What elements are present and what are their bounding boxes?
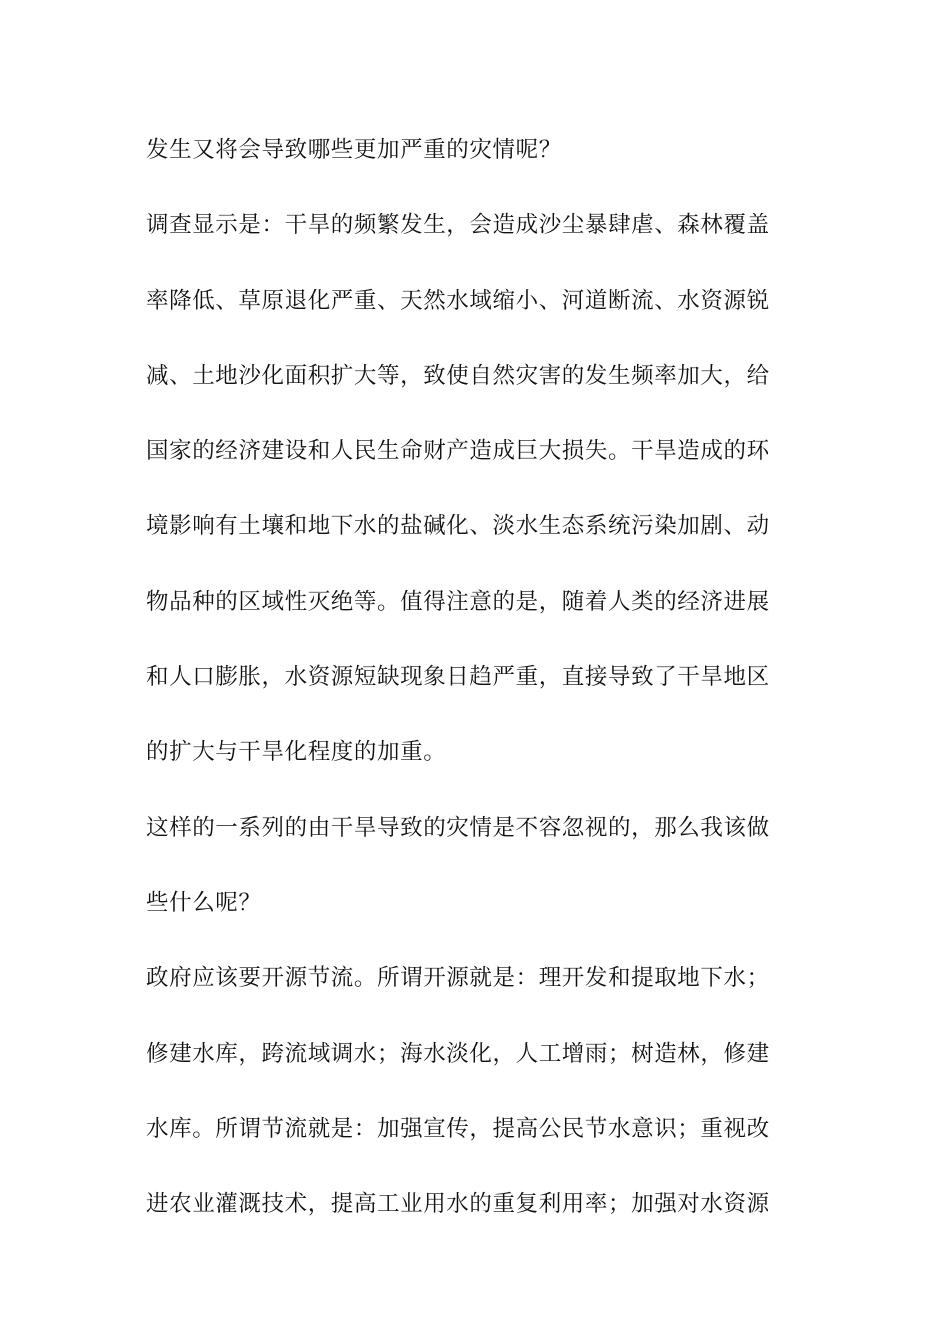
text-line: 的扩大与干旱化程度的加重。 — [146, 739, 447, 766]
text-line: 减、土地沙化面积扩大等，致使自然灾害的发生频率加大，给 — [146, 362, 770, 389]
body-text — [146, 128, 806, 1257]
text-line: 国家的经济建设和人民生命财产造成巨大损失。干旱造成的环 — [146, 438, 770, 465]
text-line: 物品种的区域性灭绝等。值得注意的是，随着人类的经济进展 — [146, 588, 770, 615]
text-line: 这样的一系列的由干旱导致的灾情是不容忽视的，那么我该做 — [146, 814, 770, 841]
text-line: 和人口膨胀，水资源短缺现象日趋严重，直接导致了干旱地区 — [146, 664, 770, 691]
text-line: 调查显示是：干旱的频繁发生，会造成沙尘暴肆虐、森林覆盖 — [146, 212, 770, 239]
text-line: 率降低、草原退化严重、天然水域缩小、河道断流、水资源锐 — [146, 287, 770, 314]
text-line: 进农业灌溉技术，提高工业用水的重复利用率；加强对水资源 — [146, 1191, 770, 1218]
text-line: 水库。所谓节流就是：加强宣传，提高公民节水意识；重视改 — [146, 1115, 770, 1142]
text-line: 修建水库，跨流域调水；海水淡化，人工增雨；树造林，修建 — [146, 1040, 770, 1067]
text-line: 发生又将会导致哪些更加严重的灾情呢？ — [146, 137, 562, 163]
text-line: 境影响有土壤和地下水的盐碱化、淡水生态系统污染加剧、动 — [146, 513, 770, 540]
text-line: 政府应该要开源节流。所谓开源就是：理开发和提取地下水； — [146, 965, 770, 992]
text-line: 些什么呢？ — [146, 889, 262, 916]
